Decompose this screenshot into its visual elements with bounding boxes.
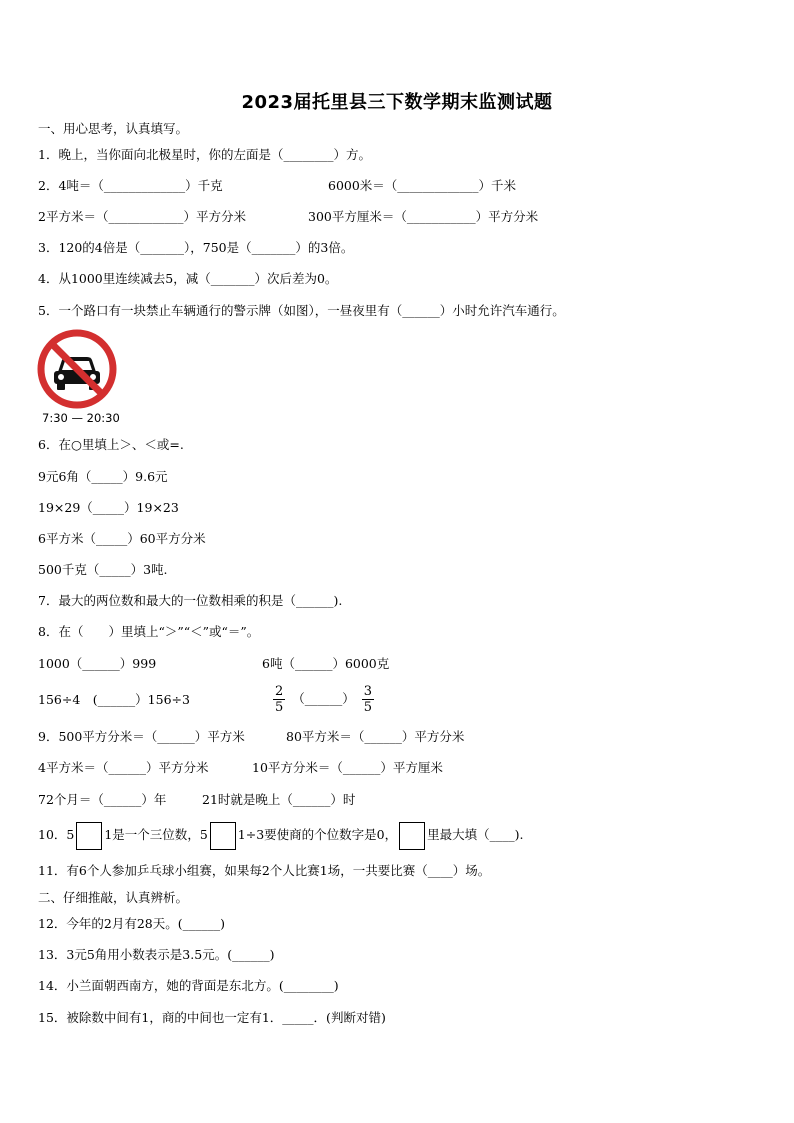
- question-9f: 21时就是晚上（______）时: [202, 792, 356, 807]
- question-11: 11．有6个人参加乒乓球小组赛，如果每2个人比赛1场，一共要比赛（____）场。: [38, 863, 491, 878]
- question-13: 13．3元5角用小数表示是3.5元。(______): [38, 947, 275, 962]
- question-6: 6．在○里填上＞、＜或=.: [38, 437, 184, 452]
- question-4: 4．从1000里连续减去5，减（_______）次后差为0。: [38, 271, 338, 286]
- sign-time-caption: 7:30 — 20:30: [42, 411, 120, 425]
- question-9d: 10平方分米＝（______）平方厘米: [252, 760, 443, 775]
- question-6b: 19×29（_____）19×23: [38, 500, 179, 515]
- question-3: 3．120的4倍是（_______），750是（_______）的3倍。: [38, 240, 354, 255]
- no-car-sign-icon: [36, 328, 118, 410]
- question-6a: 9元6角（_____）9.6元: [38, 469, 168, 484]
- fraction-denominator: 5: [363, 700, 373, 715]
- blank-box: [210, 822, 236, 850]
- question-10-part-4: 里最大填（____).: [427, 827, 524, 842]
- question-9b: 80平方米＝（______）平方分米: [286, 729, 465, 744]
- section-1-heading: 一、用心思考，认真填写。: [38, 121, 189, 136]
- fraction-3-5: [362, 684, 374, 715]
- fraction-numerator: 2: [275, 684, 284, 699]
- question-7: 7．最大的两位数和最大的一位数相乘的积是（______).: [38, 593, 343, 608]
- question-8c: 156÷4 (______）156÷3: [38, 692, 190, 707]
- question-1: 1．晚上，当你面向北极星时，你的左面是（________）方。: [38, 147, 371, 162]
- blank-box: [76, 822, 102, 850]
- compare-blank: （______）: [292, 691, 355, 706]
- question-9e: 72个月＝（______）年: [38, 792, 167, 807]
- question-9a: 9．500平方分米＝（______）平方米: [38, 729, 245, 744]
- question-10-part-1: 10．5: [38, 827, 75, 842]
- fraction-numerator: 3: [363, 684, 373, 699]
- question-8a: 1000（______）999: [38, 656, 157, 671]
- question-2c: 2平方米＝（____________）平方分米: [38, 209, 246, 224]
- question-2d: 300平方厘米＝（___________）平方分米: [308, 209, 539, 224]
- no-vehicle-sign-image: [36, 328, 120, 414]
- fraction-2-5: [273, 684, 285, 715]
- question-8b: 6吨（______）6000克: [262, 656, 390, 671]
- question-10-part-2: 1是一个三位数，5: [104, 827, 208, 842]
- question-8: 8．在（ ）里填上“＞”“＜”或“＝”。: [38, 624, 260, 639]
- question-5: 5．一个路口有一块禁止车辆通行的警示牌（如图），一昼夜里有（______）小时允许汽车通行。: [38, 303, 565, 318]
- question-15: 15．被除数中间有1，商的中间也一定有1．_____．(判断对错): [38, 1010, 386, 1025]
- question-8d: [270, 682, 377, 716]
- question-12: 12．今年的2月有28天。(______): [38, 916, 226, 931]
- question-14: 14．小兰面朝西南方，她的背面是东北方。(________): [38, 978, 339, 993]
- question-9c: 4平方米＝（______）平方分米: [38, 760, 209, 775]
- question-2a: 2．4吨＝（_____________）千克: [38, 178, 223, 193]
- question-10: [38, 821, 523, 850]
- blank-box: [399, 822, 425, 850]
- fraction-denominator: 5: [275, 700, 284, 715]
- section-2-heading: 二、仔细推敲，认真辨析。: [38, 890, 189, 905]
- question-6d: 500千克（_____）3吨.: [38, 562, 168, 577]
- question-10-part-3: 1÷3要使商的个位数字是0，: [237, 827, 398, 842]
- question-2b: 6000米＝（_____________）千米: [328, 178, 517, 193]
- page-title: 2023届托里县三下数学期末监测试题: [241, 92, 553, 113]
- question-6c: 6平方米（_____）60平方分米: [38, 531, 206, 546]
